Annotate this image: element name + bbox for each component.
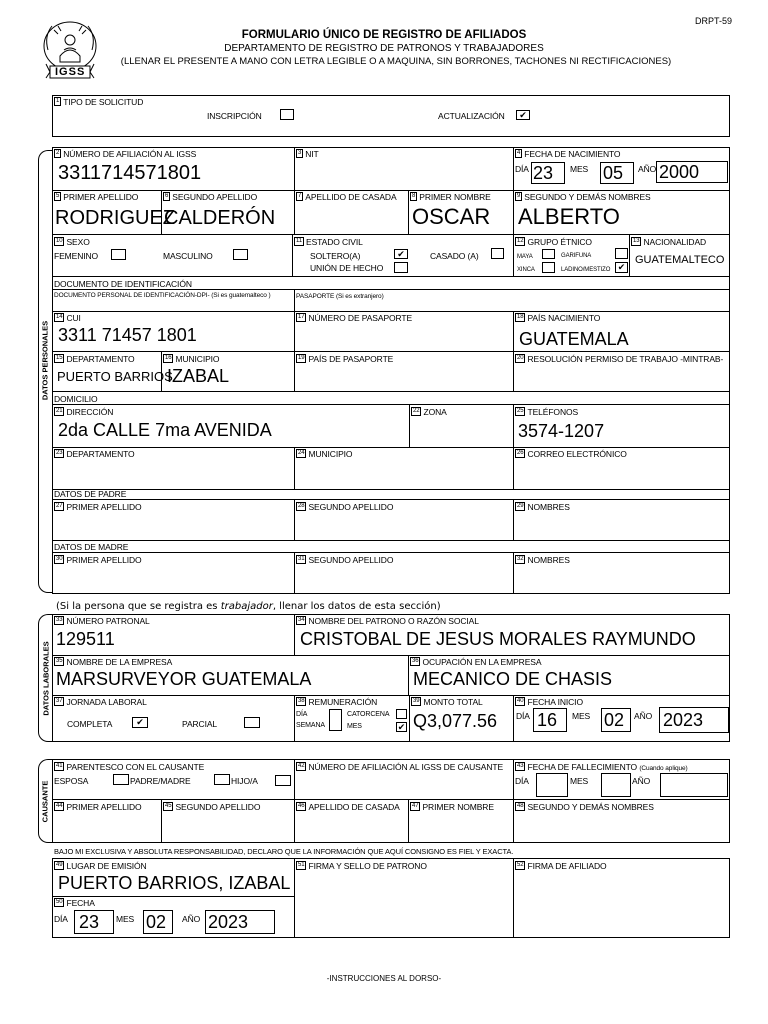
madre-title: DATOS DE MADRE xyxy=(54,542,129,552)
inicio-month: 02 xyxy=(604,710,625,730)
form-instruction: (LLENAR EL PRESENTE A MANO CON LETRA LEGIBLE O A MAQUINA, SIN BORRONES, TACHONES NI RECTIFICACIONES) xyxy=(120,56,672,67)
laboral-side-label: DATOS LABORALES xyxy=(41,641,51,716)
fallecimiento-day-box[interactable] xyxy=(536,773,568,797)
solicitud-label: 1 TIPO DE SOLICITUD xyxy=(56,97,144,107)
completa-label: COMPLETA xyxy=(67,719,113,729)
completa-checkbox[interactable]: ✔ xyxy=(132,717,148,728)
f34-label: 34 NOMBRE DEL PATRONO O RAZÓN SOCIAL xyxy=(298,616,479,626)
footer-instrucciones: -INSTRUCCIONES AL DORSO- xyxy=(326,974,442,983)
f35-label: 35 NOMBRE DE LA EMPRESA xyxy=(56,657,173,667)
f43-anio-label: AÑO xyxy=(632,776,651,786)
doc-title: DOCUMENTO DE IDENTIFICACIÓN xyxy=(54,279,192,289)
f50-anio-label: AÑO xyxy=(182,914,201,924)
f3-label: 3 NIT xyxy=(298,149,319,159)
f8-label: 8 PRIMER NOMBRE xyxy=(412,192,491,202)
emision-month: 02 xyxy=(146,912,167,932)
maya-checkbox[interactable] xyxy=(542,249,555,259)
f43-mes-label: MES xyxy=(570,776,589,786)
f7-label: 7 APELLIDO DE CASADA xyxy=(298,192,397,202)
f18-label: 18 PAÍS NACIMIENTO xyxy=(517,313,601,323)
fallecimiento-year-box[interactable] xyxy=(660,773,728,797)
pais-nacimiento[interactable]: GUATEMALA xyxy=(519,329,629,349)
f38-label: 38 REMUNERACIÓN xyxy=(298,697,378,707)
pasaporte-label: PASAPORTE (Si es extranjero) xyxy=(296,293,384,300)
f50-label: 50 FECHA xyxy=(56,898,95,908)
f46-label: 46 APELLIDO DE CASADA xyxy=(298,802,400,812)
fallecimiento-month-box[interactable] xyxy=(601,773,631,797)
esposa-checkbox[interactable] xyxy=(113,774,129,785)
f24-label: 24 MUNICIPIO xyxy=(298,449,353,459)
f10-label: 10 SEXO xyxy=(56,237,90,247)
form-subtitle: DEPARTAMENTO DE REGISTRO DE PATRONOS Y TRABAJADORES xyxy=(224,43,544,54)
personal-side-label: DATOS PERSONALES xyxy=(40,320,50,401)
dpi-label: DOCUMENTO PERSONAL DE IDENTIFICACIÓN-DPI- (Si es guatemalteco ) xyxy=(54,292,271,299)
f33-label: 33 NÚMERO PATRONAL xyxy=(56,616,150,626)
f39-label: 39 MONTO TOTAL xyxy=(413,697,483,707)
inicio-year: 2023 xyxy=(663,710,704,730)
solicitud-section xyxy=(52,95,730,137)
municipio-dpi[interactable]: IZABAL xyxy=(167,366,230,386)
f2-label: 2 NÚMERO DE AFILIACIÓN AL IGSS xyxy=(56,149,197,159)
afiliacion-number[interactable]: 3311714571801 xyxy=(58,162,202,184)
f13-label: 13 NACIONALIDAD xyxy=(633,237,707,247)
parcial-checkbox[interactable] xyxy=(244,717,260,728)
segundo-apellido[interactable]: CALDERÓN xyxy=(164,207,276,229)
direccion[interactable]: 2da CALLE 7ma AVENIDA xyxy=(58,420,272,440)
f42-label: 42 NÚMERO DE AFILIACIÓN AL IGSS DE CAUSANTE xyxy=(298,762,504,772)
f29-label: 29 NOMBRES xyxy=(517,502,570,512)
catorcena-label: CATORCENA xyxy=(347,711,390,718)
padre-madre-label: PADRE/MADRE xyxy=(130,776,191,786)
f44-label: 44 PRIMER APELLIDO xyxy=(56,802,142,812)
f43-dia-label: DÍA xyxy=(515,776,529,786)
f27-label: 27 PRIMER APELLIDO xyxy=(56,502,142,512)
f28-label: 28 SEGUNDO APELLIDO xyxy=(298,502,394,512)
f36-label: 36 OCUPACIÓN EN LA EMPRESA xyxy=(412,657,542,667)
f50-mes-label: MES xyxy=(116,914,135,924)
f9-label: 9 SEGUNDO Y DEMÁS NOMBRES xyxy=(517,192,651,202)
f45-label: 45 SEGUNDO APELLIDO xyxy=(165,802,261,812)
dia-semana-checkbox[interactable] xyxy=(329,709,342,731)
birth-year: 2000 xyxy=(659,162,700,182)
emision-year: 2023 xyxy=(208,912,249,932)
lugar-emision[interactable]: PUERTO BARRIOS, IZABAL xyxy=(58,873,291,893)
f11-label: 11 ESTADO CIVIL xyxy=(296,237,363,247)
f4-mes-label: MES xyxy=(570,164,589,174)
ladino-checkbox[interactable]: ✔ xyxy=(615,262,628,273)
union-checkbox[interactable] xyxy=(394,262,408,273)
f47-label: 47 PRIMER NOMBRE xyxy=(412,802,494,812)
f4-label: 4 FECHA DE NACIMIENTO xyxy=(517,149,621,159)
actualizacion-checkbox[interactable]: ✔ xyxy=(516,110,530,120)
dia-label: DÍA xyxy=(296,711,308,718)
f40-anio-label: AÑO xyxy=(634,711,653,721)
nacionalidad[interactable]: GUATEMALTECO xyxy=(635,254,725,266)
f12-label: 12 GRUPO ÉTNICO xyxy=(517,237,592,247)
inscripcion-checkbox[interactable] xyxy=(280,109,294,120)
xinca-checkbox[interactable] xyxy=(542,262,555,273)
f50-dia-label: DÍA xyxy=(54,914,68,924)
mes-checkbox[interactable]: ✔ xyxy=(397,722,406,732)
f40-dia-label: DÍA xyxy=(516,711,530,721)
actualizacion-label: ACTUALIZACIÓN xyxy=(438,111,505,121)
segundo-nombre[interactable]: ALBERTO xyxy=(518,204,620,229)
garifuna-checkbox[interactable] xyxy=(615,248,628,259)
maya-label: MAYA xyxy=(517,254,533,260)
soltero-checkbox[interactable]: ✔ xyxy=(394,249,408,259)
numero-patronal[interactable]: 129511 xyxy=(56,629,115,649)
padre-title: DATOS DE PADRE xyxy=(54,489,127,499)
f16-label: 16 MUNICIPIO xyxy=(165,354,220,364)
mes-label: MES xyxy=(347,723,362,730)
esposa-label: ESPOSA xyxy=(54,776,89,786)
semana-label: SEMANA xyxy=(296,722,325,729)
hijo-checkbox[interactable] xyxy=(275,775,291,786)
f51-label: 51 FIRMA Y SELLO DE PATRONO xyxy=(298,861,427,871)
f31-label: 31 SEGUNDO APELLIDO xyxy=(298,555,394,565)
f5-label: 5 PRIMER APELLIDO xyxy=(56,192,139,202)
f22-label: 22 ZONA xyxy=(413,407,447,417)
domicilio-title: DOMICILIO xyxy=(54,394,98,404)
f23-label: 23 DEPARTAMENTO xyxy=(56,449,135,459)
f37-label: 37 JORNADA LABORAL xyxy=(56,697,147,707)
form-title: FORMULARIO ÚNICO DE REGISTRO DE AFILIADOS xyxy=(241,29,527,41)
casado-label: CASADO (A) xyxy=(430,251,479,261)
parcial-label: PARCIAL xyxy=(182,719,218,729)
femenino-label: FEMENINO xyxy=(54,251,99,261)
f15-label: 15 DEPARTAMENTO xyxy=(56,354,135,364)
declaracion: BAJO MI EXCLUSIVA Y ABSOLUTA RESPONSABILIDAD, DECLARO QUE LA INFORMACIÓN QUE AQUÍ CONSIGNO ES FIEL Y EXACTA. xyxy=(54,847,514,856)
f6-label: 6 SEGUNDO APELLIDO xyxy=(165,192,258,202)
catorcena-checkbox[interactable] xyxy=(396,709,407,719)
f49-label: 49 LUGAR DE EMISIÓN xyxy=(56,861,147,871)
f40-label: 40 FECHA INICIO xyxy=(517,697,583,707)
emision-day: 23 xyxy=(79,912,100,932)
firma-afiliado-area[interactable] xyxy=(515,874,728,936)
f32-label: 32 NOMBRES xyxy=(517,555,570,565)
f26-label: 26 CORREO ELECTRÓNICO xyxy=(517,449,627,459)
f30-label: 30 PRIMER APELLIDO xyxy=(56,555,142,565)
masculino-label: MASCULINO xyxy=(163,251,213,261)
monto-total[interactable]: Q3,077.56 xyxy=(413,711,498,731)
xinca-label: XINCA xyxy=(517,267,535,273)
nombre-empresa[interactable]: MARSURVEYOR GUATEMALA xyxy=(56,669,312,689)
telefonos[interactable]: 3574-1207 xyxy=(518,421,605,441)
masculino-checkbox[interactable] xyxy=(233,249,248,260)
birth-month: 05 xyxy=(603,163,624,183)
hijo-label: HIJO/A xyxy=(231,776,258,786)
f25-label: 25 TELÉFONOS xyxy=(517,407,579,417)
logo-text: IGSS xyxy=(55,66,86,78)
f14-label: 14 CUI xyxy=(56,313,81,323)
firma-patrono-area[interactable] xyxy=(296,874,512,936)
f43-label: 43 FECHA DE FALLECIMIENTO (Cuando aplique) xyxy=(517,762,688,772)
f40-mes-label: MES xyxy=(572,711,591,721)
form-code: DRPT-59 xyxy=(694,16,732,26)
ocupacion[interactable]: MECANICO DE CHASIS xyxy=(413,669,613,689)
igss-logo xyxy=(38,16,102,92)
soltero-label: SOLTERO(A) xyxy=(310,251,361,261)
f17-label: 17 NÚMERO DE PASAPORTE xyxy=(298,313,413,323)
femenino-checkbox[interactable] xyxy=(111,249,126,260)
primer-apellido[interactable]: RODRIGUEZ xyxy=(55,207,175,229)
garifuna-label: GARIFUNA xyxy=(561,253,592,259)
ladino-label: LADINO/MESTIZO xyxy=(561,267,611,273)
padre-madre-checkbox[interactable] xyxy=(214,774,230,785)
f4-anio-label: AÑO xyxy=(638,164,657,174)
cui[interactable]: 3311 71457 1801 xyxy=(58,325,197,345)
birth-day: 23 xyxy=(533,163,554,183)
departamento-dpi[interactable]: PUERTO BARRIOS xyxy=(57,369,173,384)
f48-label: 48 SEGUNDO Y DEMÁS NOMBRES xyxy=(517,802,654,812)
inscripcion-label: INSCRIPCIÓN xyxy=(207,111,262,121)
f52-label: 52 FIRMA DE AFILIADO xyxy=(517,861,607,871)
primer-nombre[interactable]: OSCAR xyxy=(412,204,491,229)
inicio-day: 16 xyxy=(537,710,558,730)
union-label: UNIÓN DE HECHO xyxy=(310,263,384,273)
f20-label: 20 RESOLUCIÓN PERMISO DE TRABAJO -MINTRAB- xyxy=(517,354,724,364)
causante-side-label: CAUSANTE xyxy=(40,780,50,823)
f21-label: 21 DIRECCIÓN xyxy=(56,407,114,417)
f41-label: 41 PARENTESCO CON EL CAUSANTE xyxy=(56,762,205,772)
f4-dia-label: DÍA xyxy=(515,164,529,174)
laboral-note: (Si la persona que se registra es trabajador, llenar los datos de esta sección) xyxy=(56,601,441,612)
casado-checkbox[interactable] xyxy=(491,248,504,259)
nombre-patrono[interactable]: CRISTOBAL DE JESUS MORALES RAYMUNDO xyxy=(300,629,696,649)
f19-label: 19 PAÍS DE PASAPORTE xyxy=(298,354,394,364)
